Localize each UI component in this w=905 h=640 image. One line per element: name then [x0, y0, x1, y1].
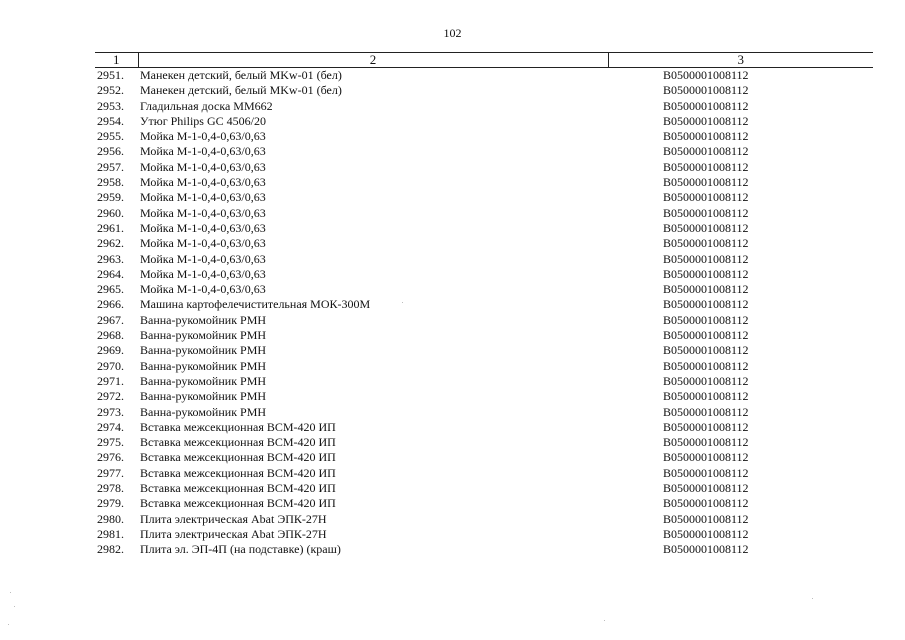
table-row: [95, 313, 873, 328]
item-name: Мойка М-1-0,4-0,63/0,63: [140, 266, 266, 281]
row-number: 2981.: [97, 526, 124, 541]
table-row: [95, 466, 873, 481]
row-number: 2952.: [97, 83, 124, 98]
table-row: [95, 359, 873, 374]
row-number: 2958.: [97, 175, 124, 190]
table-row: [95, 252, 873, 267]
table-row: [95, 129, 873, 144]
item-name: Мойка М-1-0,4-0,63/0,63: [140, 190, 266, 205]
item-code: B0500001008112: [663, 542, 749, 557]
item-code: B0500001008112: [663, 129, 749, 144]
row-number: 2960.: [97, 205, 124, 220]
item-code: B0500001008112: [663, 144, 749, 159]
column-header-name: 2: [138, 53, 608, 68]
item-name: Вставка межсекционная ВСМ-420 ИП: [140, 450, 336, 465]
row-number: 2966.: [97, 297, 124, 312]
item-code: B0500001008112: [663, 68, 749, 82]
item-code: B0500001008112: [663, 113, 749, 128]
item-code: B0500001008112: [663, 312, 749, 327]
row-number: 2982.: [97, 542, 124, 557]
column-header-code: 3: [608, 53, 873, 68]
table-row: [95, 282, 873, 297]
row-number: 2954.: [97, 113, 124, 128]
table-row: [95, 542, 873, 557]
item-name: Мойка М-1-0,4-0,63/0,63: [140, 205, 266, 220]
row-number: 2956.: [97, 144, 124, 159]
table-row: [95, 83, 873, 98]
item-code: B0500001008112: [663, 526, 749, 541]
table-row: [95, 297, 873, 312]
scan-speck: [402, 302, 403, 303]
item-code: B0500001008112: [663, 159, 749, 174]
scan-speck: [812, 598, 813, 599]
table-row: [95, 175, 873, 190]
item-name: Мойка М-1-0,4-0,63/0,63: [140, 144, 266, 159]
item-code: B0500001008112: [663, 328, 749, 343]
item-name: Мойка М-1-0,4-0,63/0,63: [140, 251, 266, 266]
item-name: Вставка межсекционная ВСМ-420 ИП: [140, 435, 336, 450]
item-code: B0500001008112: [663, 297, 749, 312]
table-row: [95, 236, 873, 251]
row-number: 2959.: [97, 190, 124, 205]
item-name: Ванна-рукомойник РМН: [140, 404, 267, 419]
item-name: Машина картофелечистительная МОК-300М: [140, 297, 371, 312]
table-body: [95, 68, 873, 558]
row-number: 2976.: [97, 450, 124, 465]
item-name: Ванна-рукомойник РМН: [140, 328, 267, 343]
table-row: [95, 343, 873, 358]
table-row: [95, 374, 873, 389]
item-code: B0500001008112: [663, 205, 749, 220]
table-row: [95, 512, 873, 527]
row-number: 2969.: [97, 343, 124, 358]
row-number: 2955.: [97, 129, 124, 144]
item-code: B0500001008112: [663, 496, 749, 511]
item-code: B0500001008112: [663, 190, 749, 205]
item-name: Вставка межсекционная ВСМ-420 ИП: [140, 481, 336, 496]
row-number: 2968.: [97, 328, 124, 343]
item-code: B0500001008112: [663, 220, 749, 235]
table-row: [95, 114, 873, 129]
item-name: Мойка М-1-0,4-0,63/0,63: [140, 282, 266, 297]
item-code: B0500001008112: [663, 419, 749, 434]
row-number: 2953.: [97, 98, 124, 113]
row-number: 2965.: [97, 282, 124, 297]
row-number: 2971.: [97, 373, 124, 388]
table-row: [95, 190, 873, 205]
row-number: 2962.: [97, 236, 124, 251]
item-name: Плита эл. ЭП-4П (на подставке) (краш): [140, 542, 341, 557]
item-name: Ванна-рукомойник РМН: [140, 312, 267, 327]
table-row: [95, 450, 873, 465]
item-code: B0500001008112: [663, 358, 749, 373]
table-row: [95, 389, 873, 404]
item-code: B0500001008112: [663, 83, 749, 98]
item-name: Плита электрическая Abat ЭПК-27Н: [140, 526, 327, 541]
inventory-table: [95, 52, 873, 558]
item-name: Утюг Philips GC 4506/20: [140, 113, 266, 128]
page-number: 102: [443, 26, 462, 40]
item-code: B0500001008112: [663, 435, 749, 450]
item-name: Гладильная доска MM662: [140, 98, 273, 113]
item-name: Мойка М-1-0,4-0,63/0,63: [140, 129, 266, 144]
scan-speck: [10, 592, 11, 593]
item-name: Ванна-рукомойник РМН: [140, 343, 267, 358]
table-row: [95, 405, 873, 420]
item-name: Ванна-рукомойник РМН: [140, 358, 267, 373]
row-number: 2980.: [97, 511, 124, 526]
scan-speck: [8, 624, 9, 625]
item-name: Мойка М-1-0,4-0,63/0,63: [140, 220, 266, 235]
item-name: Мойка М-1-0,4-0,63/0,63: [140, 159, 266, 174]
table-row: [95, 221, 873, 236]
item-code: B0500001008112: [663, 373, 749, 388]
row-number: 2979.: [97, 496, 124, 511]
table-row: [95, 527, 873, 542]
row-number: 2961.: [97, 220, 124, 235]
item-code: B0500001008112: [663, 404, 749, 419]
table-row: [95, 160, 873, 175]
item-name: Ванна-рукомойник РМН: [140, 373, 267, 388]
column-header-number: 1: [95, 53, 138, 68]
row-number: 2975.: [97, 435, 124, 450]
row-number: 2964.: [97, 266, 124, 281]
item-name: Манекен детский, белый MKw-01 (бел): [140, 68, 342, 82]
table-row: [95, 267, 873, 282]
item-name: Вставка межсекционная ВСМ-420 ИП: [140, 496, 336, 511]
item-name: Ванна-рукомойник РМН: [140, 389, 267, 404]
item-name: Мойка М-1-0,4-0,63/0,63: [140, 236, 266, 251]
table-row: [95, 435, 873, 450]
table-row: [95, 420, 873, 435]
item-code: B0500001008112: [663, 465, 749, 480]
item-code: B0500001008112: [663, 251, 749, 266]
table-row: [95, 206, 873, 221]
item-code: B0500001008112: [663, 175, 749, 190]
row-number: 2978.: [97, 481, 124, 496]
table-row: [95, 481, 873, 496]
row-number: 2963.: [97, 251, 124, 266]
item-code: B0500001008112: [663, 389, 749, 404]
row-number: 2977.: [97, 465, 124, 480]
row-number: 2972.: [97, 389, 124, 404]
table-row: [95, 496, 873, 511]
item-name: Вставка межсекционная ВСМ-420 ИП: [140, 419, 336, 434]
row-number: 2957.: [97, 159, 124, 174]
row-number: 2967.: [97, 312, 124, 327]
row-number: 2951.: [97, 68, 124, 82]
item-name: Плита электрическая Abat ЭПК-27Н: [140, 511, 327, 526]
item-code: B0500001008112: [663, 343, 749, 358]
item-code: B0500001008112: [663, 481, 749, 496]
item-code: B0500001008112: [663, 98, 749, 113]
table-row: [95, 99, 873, 114]
item-name: Вставка межсекционная ВСМ-420 ИП: [140, 465, 336, 480]
item-code: B0500001008112: [663, 282, 749, 297]
item-code: B0500001008112: [663, 450, 749, 465]
item-name: Манекен детский, белый MKw-01 (бел): [140, 83, 342, 98]
scan-speck: [14, 606, 15, 607]
table-row: [95, 68, 873, 84]
item-code: B0500001008112: [663, 266, 749, 281]
item-code: B0500001008112: [663, 236, 749, 251]
table-row: [95, 144, 873, 159]
item-name: Мойка М-1-0,4-0,63/0,63: [140, 175, 266, 190]
scan-speck: [604, 620, 605, 621]
table-header-row: [95, 53, 873, 68]
row-number: 2974.: [97, 419, 124, 434]
row-number: 2970.: [97, 358, 124, 373]
row-number: 2973.: [97, 404, 124, 419]
item-code: B0500001008112: [663, 511, 749, 526]
table-row: [95, 328, 873, 343]
